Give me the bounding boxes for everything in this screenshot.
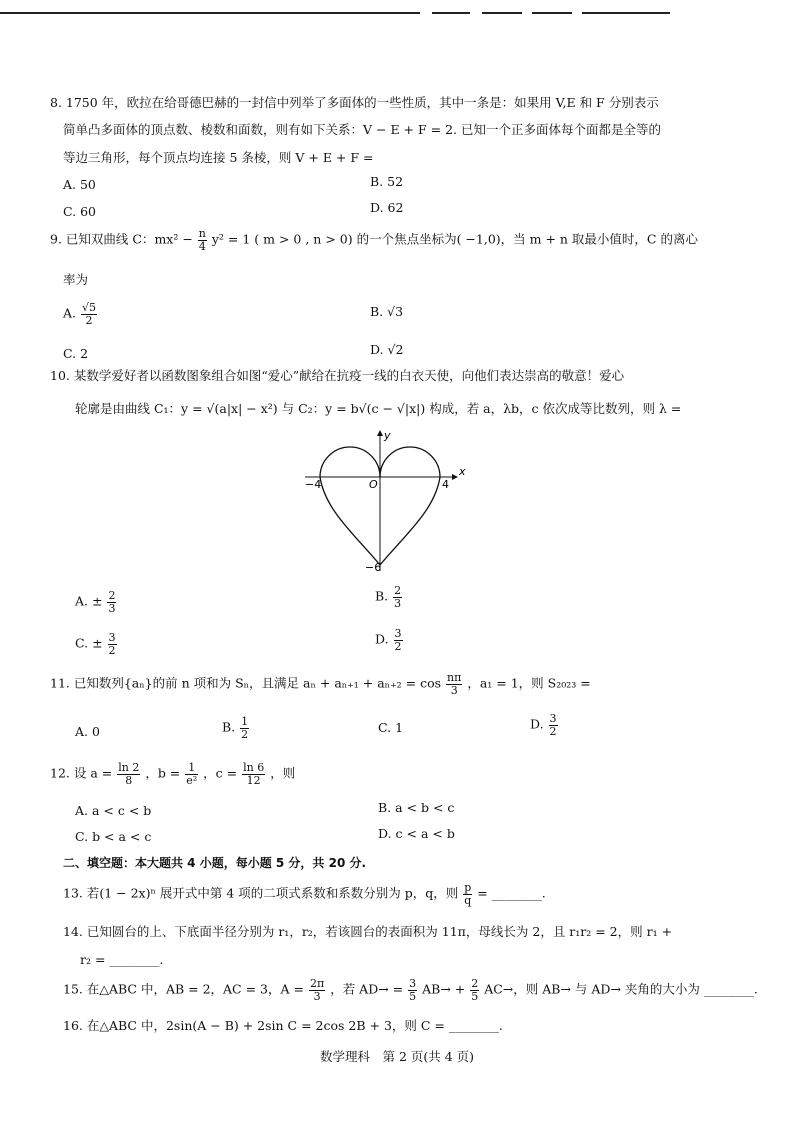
q10-option-b-frac bbox=[393, 585, 402, 609]
q10-option-d-num: 3 bbox=[394, 627, 402, 640]
q12-b-num: 1 bbox=[185, 762, 198, 775]
q9-option-a bbox=[63, 302, 98, 326]
q11-option-c: C. 1 bbox=[378, 720, 404, 735]
q11-line1 bbox=[50, 672, 591, 696]
q10-option-c-den: 2 bbox=[108, 643, 116, 657]
q15-text-pre: 15. 在△ABC 中，AB = 2，AC = 3，A = bbox=[63, 981, 304, 997]
curve-c2-right bbox=[380, 477, 440, 565]
q13-fraction bbox=[463, 882, 472, 906]
q15-text-mid2: AB→ + bbox=[422, 981, 466, 997]
curve-c1-right bbox=[380, 447, 440, 477]
q12-text-post: ，则 bbox=[270, 765, 296, 781]
q10-option-a bbox=[75, 590, 117, 614]
q8-option-d: D. 62 bbox=[370, 200, 404, 215]
q15-f2-num: 2 bbox=[471, 977, 479, 990]
q10-option-a-num: 2 bbox=[108, 589, 116, 602]
q9-option-c: C. 2 bbox=[63, 346, 89, 361]
q11-text-post: ，a₁ = 1，则 S₂₀₂₃ = bbox=[467, 675, 591, 691]
heart-figure bbox=[295, 425, 475, 575]
q12-text-mid1: ，b = bbox=[145, 765, 181, 781]
q13-text-pre: 13. 若(1 − 2x)ⁿ 展开式中第 4 项的二项式系数和系数分别为 p，q，则 bbox=[63, 885, 459, 901]
q11-option-b-frac bbox=[240, 716, 249, 740]
q9-frac-num: n bbox=[198, 227, 206, 240]
q9-option-a-den: 2 bbox=[85, 313, 93, 327]
q11-option-b-label: B. bbox=[222, 719, 236, 735]
q12-frac-a bbox=[117, 762, 140, 786]
q15-text-post: AC→，则 AB→ 与 AD→ 夹角的大小为 ________. bbox=[484, 981, 758, 997]
page-footer: 数学理科 第 2 页(共 4 页) bbox=[319, 1049, 475, 1064]
q11-frac-num: nπ bbox=[447, 671, 462, 684]
header-rule-2 bbox=[432, 12, 470, 14]
q10-option-d-label: D. bbox=[375, 631, 389, 647]
q12-option-d: D. c < a < b bbox=[378, 826, 455, 841]
q10-option-d-frac bbox=[394, 628, 403, 652]
x-axis-label: x bbox=[459, 465, 466, 478]
q10-option-c-frac bbox=[108, 632, 117, 656]
q11-option-b bbox=[222, 716, 250, 740]
q10-option-a-frac bbox=[107, 590, 116, 614]
q13-frac-num: p bbox=[464, 881, 472, 894]
q8-line1: 8. 1750 年，欧拉在给哥德巴赫的一封信中列举了多面体的一些性质，其中一条是：如果用 V,E 和 F 分别表示 bbox=[50, 95, 659, 110]
q11-frac-den: 3 bbox=[450, 683, 458, 697]
q12-c-den: 12 bbox=[246, 773, 261, 787]
q10-option-b bbox=[375, 585, 403, 609]
header-rule-5 bbox=[582, 12, 670, 14]
q8-option-a: A. 50 bbox=[63, 177, 96, 192]
q10-option-c-label: C. ± bbox=[75, 635, 103, 651]
q15-a-num: 2π bbox=[309, 977, 325, 990]
q13-text-post: = ________. bbox=[477, 885, 546, 901]
q12-option-a: A. a < c < b bbox=[75, 803, 152, 818]
q15-f1-den: 5 bbox=[409, 989, 417, 1003]
q9-option-b: B. √3 bbox=[370, 304, 404, 319]
q15-f2-den: 5 bbox=[471, 989, 479, 1003]
q10-line2: 轮廓是由曲线 C₁：y = √(a|x| − x²) 与 C₂：y = b√(c − √|x|) 构成，若 a，λb，c 依次成等比数列，则 λ = bbox=[75, 401, 682, 416]
header-rule-4 bbox=[532, 12, 572, 14]
q11-option-b-num: 1 bbox=[241, 715, 249, 728]
q9-option-a-num: √5 bbox=[82, 301, 97, 314]
q15-f1-num: 3 bbox=[409, 977, 417, 990]
q15-frac-2 bbox=[470, 978, 479, 1002]
q13-frac-den: q bbox=[464, 893, 472, 907]
q15-a-den: 3 bbox=[313, 989, 321, 1003]
q12-a-num: ln 2 bbox=[118, 761, 140, 774]
q16-line: 16. 在△ABC 中，2sin(A − B) + 2sin C = 2cos 2B + 3，则 C = ________. bbox=[63, 1018, 503, 1033]
y-axis-label: y bbox=[384, 429, 391, 442]
q11-text-pre: 11. 已知数列{aₙ}的前 n 项和为 Sₙ，且满足 aₙ + aₙ₊₁ + aₙ₊₂ = cos bbox=[50, 675, 442, 691]
q11-option-a: A. 0 bbox=[75, 724, 100, 739]
curve-c1-left bbox=[320, 447, 380, 477]
q11-fraction bbox=[446, 672, 462, 696]
q10-option-a-den: 3 bbox=[108, 601, 116, 615]
q12-line1 bbox=[50, 762, 295, 786]
origin-label: O bbox=[369, 478, 378, 491]
q9-line2: 率为 bbox=[63, 272, 89, 287]
q12-c-num: ln 6 bbox=[243, 761, 265, 774]
q8-line3: 等边三角形，每个顶点均连接 5 条棱，则 V + E + F = bbox=[63, 150, 374, 165]
q8-option-c: C. 60 bbox=[63, 204, 96, 219]
q10-option-d-den: 2 bbox=[394, 639, 402, 653]
q12-b-den: e² bbox=[186, 773, 198, 787]
q9-text-pre: 9. 已知双曲线 C：mx² − bbox=[50, 231, 193, 247]
q15-frac-1 bbox=[408, 978, 417, 1002]
q10-option-a-label: A. ± bbox=[75, 593, 103, 609]
q12-option-b: B. a < b < c bbox=[378, 800, 455, 815]
q12-text-mid2: ，c = bbox=[203, 765, 238, 781]
q14-line1: 14. 已知圆台的上、下底面半径分别为 r₁，r₂，若该圆台的表面积为 11π，母线长为 2，且 r₁r₂ = 2，则 r₁ + bbox=[63, 924, 673, 939]
q9-text-post: y² = 1 ( m > 0 , n > 0) 的一个焦点坐标为( −1,0)，当 m + n 取最小值时，C 的离心 bbox=[211, 231, 698, 247]
q12-frac-c bbox=[242, 762, 265, 786]
right-tick-label: 4 bbox=[442, 478, 449, 491]
q10-option-d bbox=[375, 628, 404, 652]
q12-option-c: C. b < a < c bbox=[75, 829, 152, 844]
q12-frac-b bbox=[185, 762, 198, 786]
q11-option-d-num: 3 bbox=[549, 712, 557, 725]
q14-line2: r₂ = ________. bbox=[80, 952, 164, 967]
q10-option-b-den: 3 bbox=[394, 596, 402, 610]
q9-fraction bbox=[198, 228, 207, 252]
q9-line1 bbox=[50, 228, 698, 252]
q11-option-b-den: 2 bbox=[241, 727, 249, 741]
q8-option-b: B. 52 bbox=[370, 174, 404, 189]
q10-option-b-num: 2 bbox=[394, 584, 402, 597]
q15-line bbox=[63, 978, 758, 1002]
q9-option-a-frac bbox=[81, 302, 97, 326]
q11-option-d bbox=[530, 713, 559, 737]
q8-line2: 简单凸多面体的顶点数、棱数和面数，则有如下关系：V − E + F = 2. 已知一个正多面体每个面都是全等的 bbox=[63, 122, 661, 137]
q9-option-a-label: A. bbox=[63, 305, 77, 321]
header-rule-1 bbox=[0, 12, 420, 14]
q12-text-pre: 12. 设 a = bbox=[50, 765, 113, 781]
header-rule-3 bbox=[482, 12, 522, 14]
q9-option-d: D. √2 bbox=[370, 342, 404, 357]
q11-option-d-den: 2 bbox=[549, 724, 557, 738]
q10-option-c-num: 3 bbox=[108, 631, 116, 644]
q15-text-mid: ，若 AD→ = bbox=[330, 981, 404, 997]
q10-line1: 10. 某数学爱好者以函数图象组合如图“爱心”献给在抗疫一线的白衣天使，向他们表达崇高的敬意！爱心 bbox=[50, 368, 625, 383]
q13-line bbox=[63, 882, 546, 906]
left-tick-label: −4 bbox=[305, 478, 322, 491]
q10-option-c bbox=[75, 632, 118, 656]
q9-frac-den: 4 bbox=[198, 239, 206, 253]
q12-a-den: 8 bbox=[125, 773, 133, 787]
bottom-tick-label: −6 bbox=[365, 561, 382, 574]
q11-option-d-frac bbox=[549, 713, 558, 737]
section-2-heading: 二、填空题：本大题共 4 小题，每小题 5 分，共 20 分. bbox=[63, 856, 367, 870]
q11-option-d-label: D. bbox=[530, 716, 544, 732]
q15-frac-a bbox=[309, 978, 325, 1002]
q10-option-b-label: B. bbox=[375, 588, 389, 604]
